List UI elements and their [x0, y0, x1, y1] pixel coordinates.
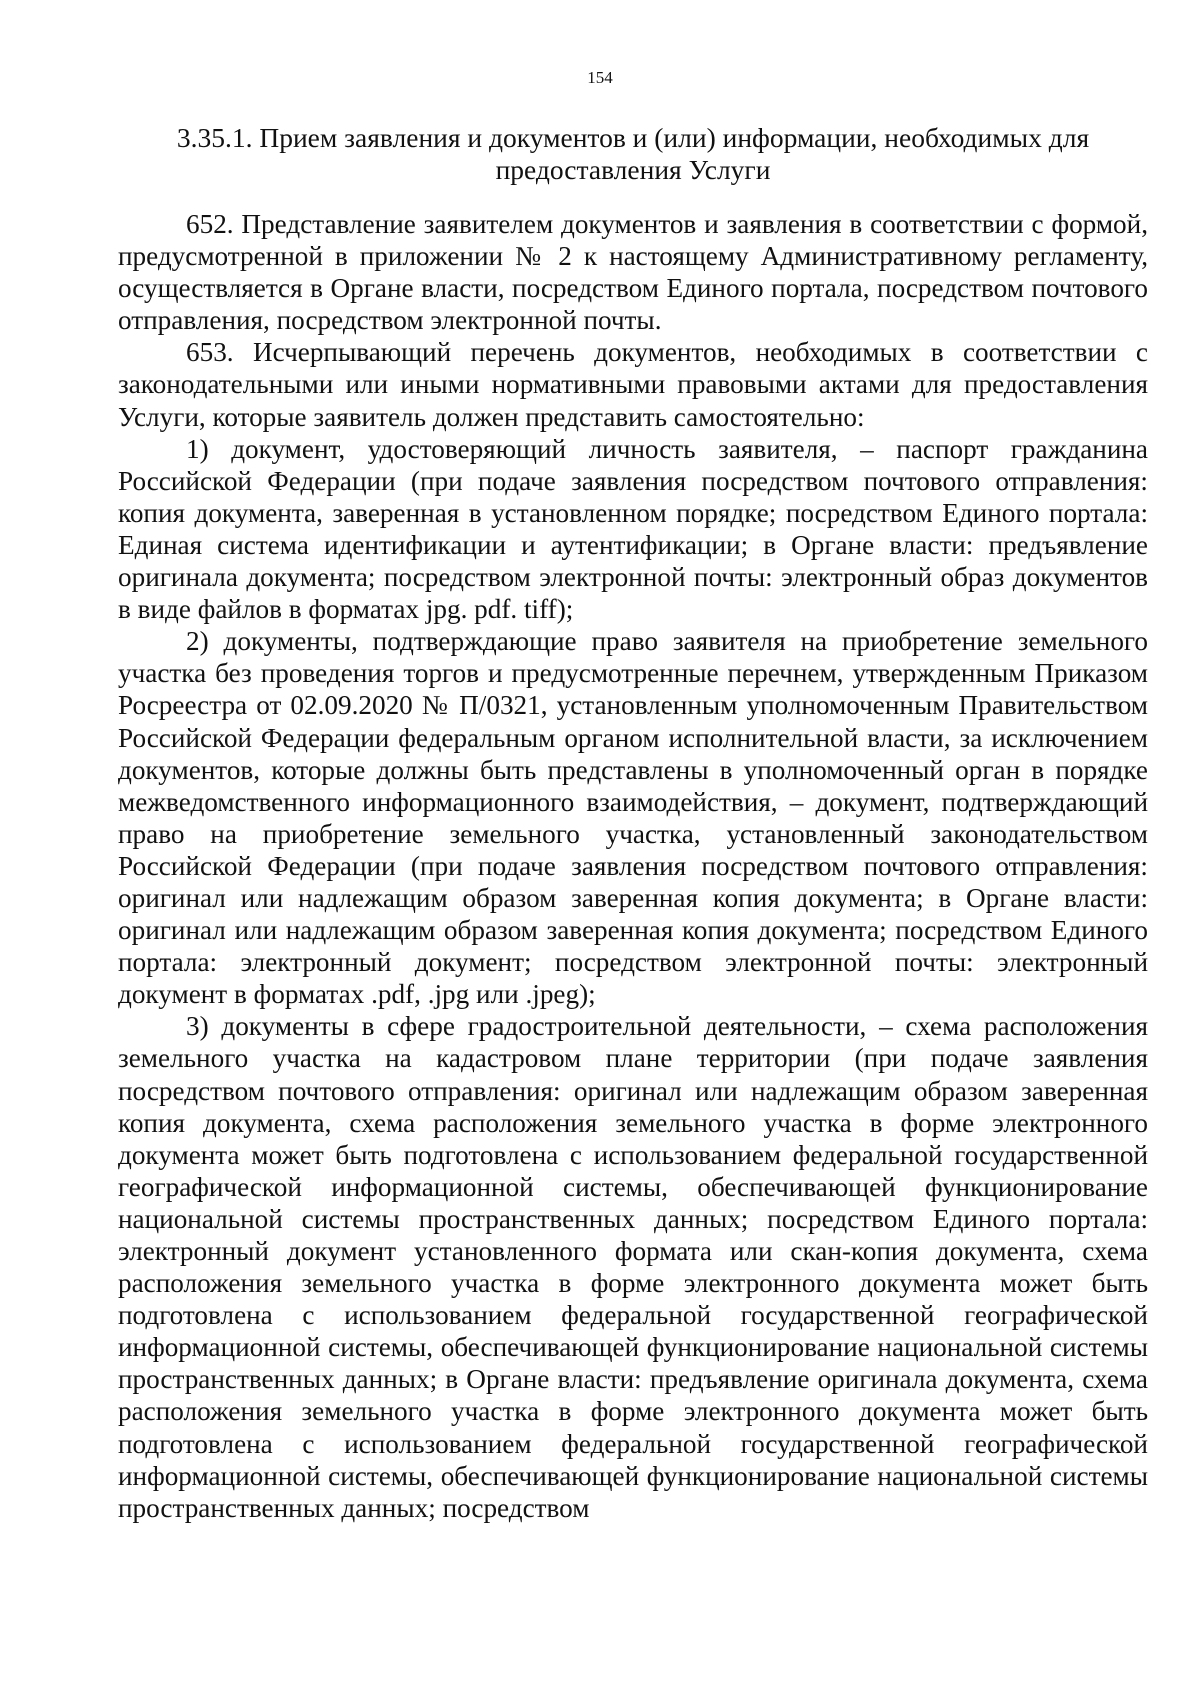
body-text [118, 208, 1148, 1524]
list-item-3: 3) документы в сфере градостроительной деятельности, – схема расположения земельного участка на кадастровом плане территории (при подаче заявления посредством почтового отправления: оригинал или надлежащим образом заверенная копия документа, схема расположения земельного участка в форме электронного документа может быть подготовлена с использованием федеральной государственной географической информационной системы, обеспечивающей функционирование национальной системы пространственных данных; посредством Единого портала: электронный документ установленного формата или скан-копия документа, схема расположения земельного участка в форме электронного документа может быть подготовлена с использованием федеральной государственной географической информационной системы, обеспечивающей функционирование национальной системы пространственных данных; в Органе власти: предъявление оригинала документа, схема расположения земельного участка в форме электронного документа может быть подготовлена с использованием федеральной государственной географической информационной системы, обеспечивающей функционирование национальной системы пространственных данных; посредством [118, 1011, 1148, 1523]
list-item-1: 1) документ, удостоверяющий личность заявителя, – паспорт гражданина Российской Федерации (при подаче заявления посредством почтового отправления: копия документа, заверенная в установленном порядке; посредством Единого портала: Единая система идентификации и аутентификации; в Органе власти: предъявление оригинала документа; посредством электронной почты: электронный образ документов в виде файлов в форматах jpg. pdf. tiff); [118, 433, 1148, 625]
section-title: 3.35.1. Прием заявления и документов и (или) информации, необходимых для предоставления Услуги [176, 122, 1090, 185]
page-number: 154 [587, 68, 613, 87]
paragraph-653: 653. Исчерпывающий перечень документов, необходимых в соответствии с законодательными или иными нормативными правовыми актами для предоставления Услуги, которые заявитель должен представить самостоятельно: [118, 337, 1148, 432]
paragraph-652: 652. Представление заявителем документов и заявления в соответствии с формой, предусмотренной в приложении № 2 к настоящему Административному регламенту, осуществляется в Органе власти, посредством Единого портала, посредством почтового отправления, посредством электронной почты. [118, 209, 1148, 336]
list-item-2: 2) документы, подтверждающие право заявителя на приобретение земельного участка без проведения торгов и предусмотренные перечнем, утвержденным Приказом Росреестра от 02.09.2020 № П/0321, установленным уполномоченным Правительством Российской Федерации федеральным органом исполнительной власти, за исключением документов, которые должны быть представлены в уполномоченный орган в порядке межведомственного информационного взаимодействия, – документ, подтверждающий право на приобретение земельного участка, установленный законодательством Российской Федерации (при подаче заявления посредством почтового отправления: оригинал или надлежащим образом заверенная копия документа; в Органе власти: оригинал или надлежащим образом заверенная копия документа; посредством Единого портала: электронный документ; посредством электронной почты: электронный документ в форматах .pdf, .jpg или .jpeg); [118, 626, 1148, 1010]
